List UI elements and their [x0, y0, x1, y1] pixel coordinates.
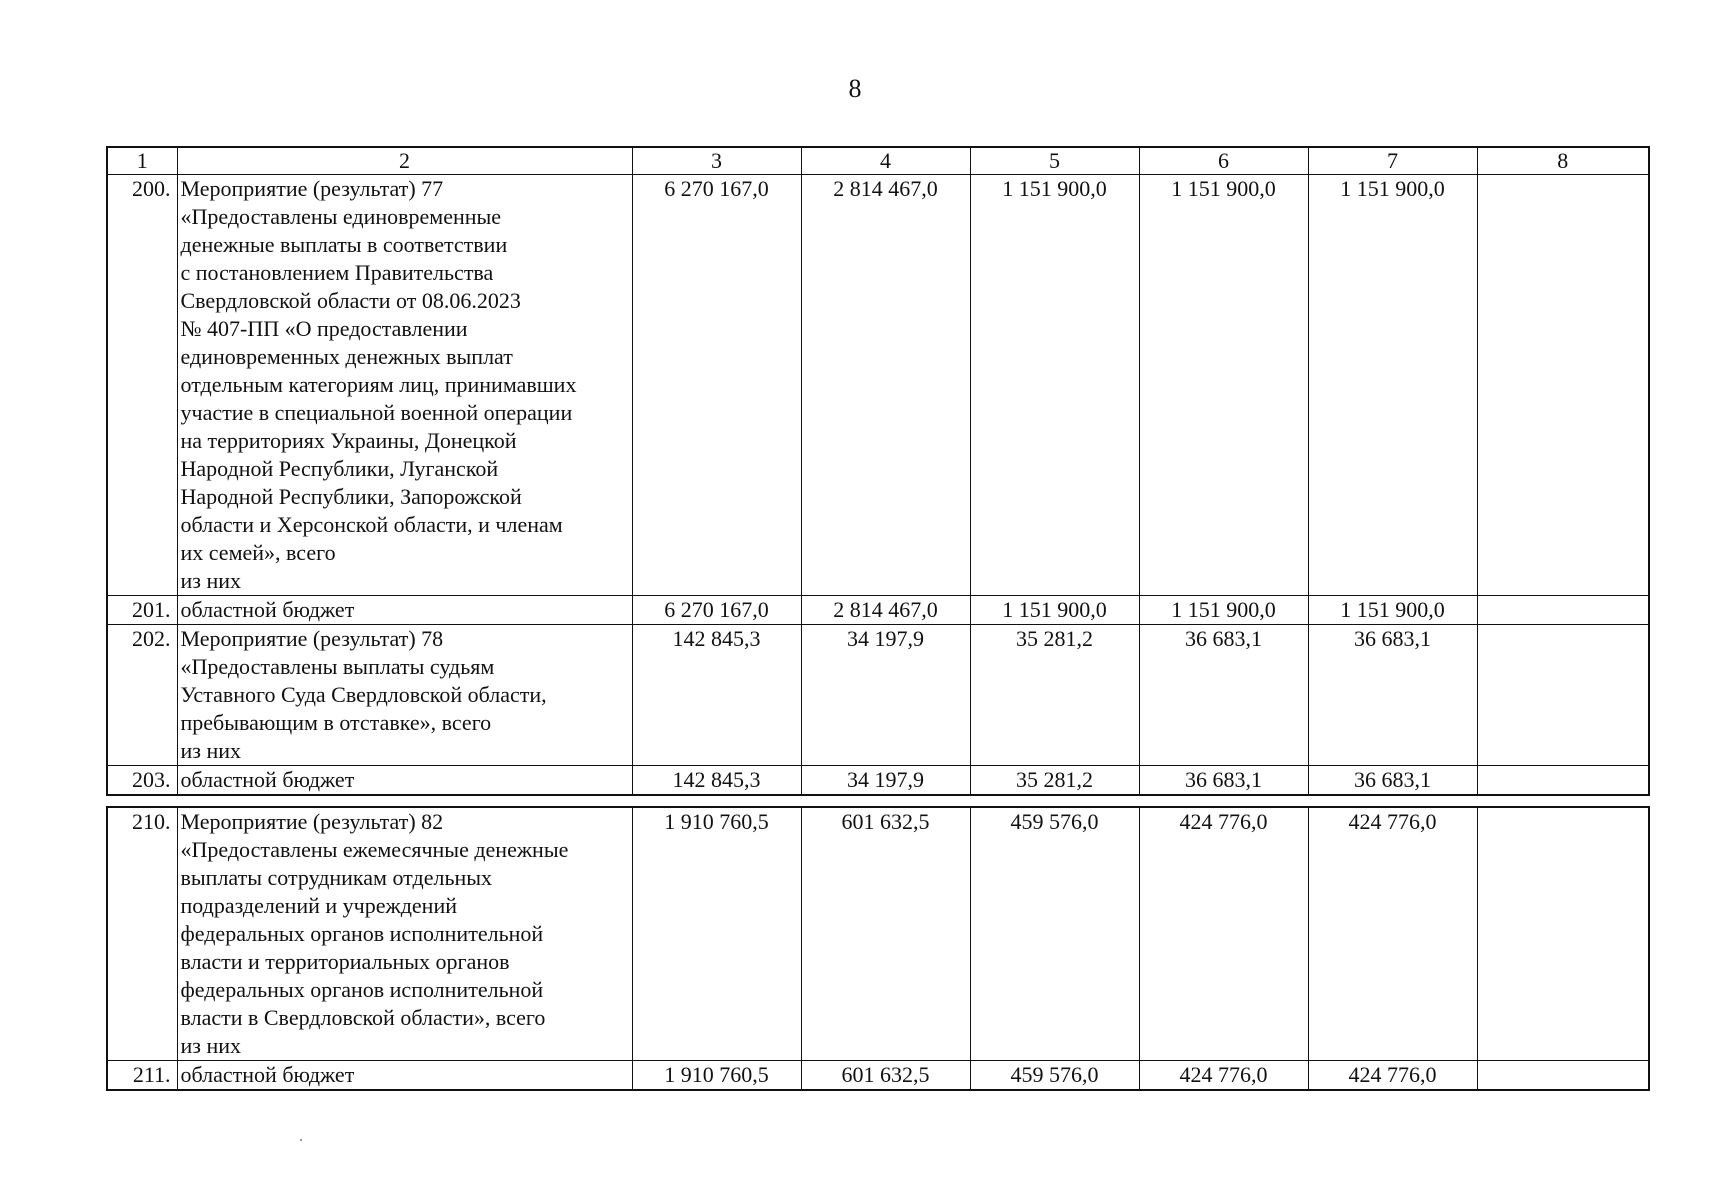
cell-value: 1 151 900,0 — [1139, 596, 1308, 625]
cell-value: 36 683,1 — [1139, 766, 1308, 796]
column-header: 7 — [1308, 147, 1477, 175]
table-row — [107, 1061, 1649, 1091]
cell-value: 459 576,0 — [970, 1061, 1139, 1091]
cell-value: 36 683,1 — [1308, 625, 1477, 766]
cell-value: 6 270 167,0 — [632, 175, 801, 596]
cell-value: 601 632,5 — [801, 1061, 970, 1091]
row-description: областной бюджет — [177, 1061, 632, 1091]
cell-value: 142 845,3 — [632, 766, 801, 796]
column-header: 3 — [632, 147, 801, 175]
table-row — [107, 625, 1649, 766]
page-number: 8 — [848, 74, 862, 103]
column-header: 5 — [970, 147, 1139, 175]
column-header: 6 — [1139, 147, 1308, 175]
cell-value: 35 281,2 — [970, 766, 1139, 796]
row-description: областной бюджет — [177, 596, 632, 625]
column-header: 8 — [1477, 147, 1649, 175]
cell-value: 36 683,1 — [1308, 766, 1477, 796]
cell-value: 34 197,9 — [801, 625, 970, 766]
cell-value: 34 197,9 — [801, 766, 970, 796]
row-number: 203. — [107, 766, 177, 796]
row-description: Мероприятие (результат) 82 «Предоставлены ежемесячные денежные выплаты сотрудникам отдельных подразделений и учреждений федеральных органов исполнительной власти и территориальных органов федеральных органов исполнительной власти в Свердловской области», всего из них — [177, 807, 632, 1061]
column-header: 1 — [107, 147, 177, 175]
cell-value: 2 814 467,0 — [801, 596, 970, 625]
row-description: Мероприятие (результат) 78 «Предоставлены выплаты судьям Уставного Суда Свердловской области, пребывающим в отставке», всего из них — [177, 625, 632, 766]
cell-value: 1 910 760,5 — [632, 1061, 801, 1091]
cell-value: 424 776,0 — [1139, 1061, 1308, 1091]
cell-value: 1 910 760,5 — [632, 807, 801, 1061]
cell-value: 424 776,0 — [1308, 1061, 1477, 1091]
row-number: 210. — [107, 807, 177, 1061]
table-row — [107, 175, 1649, 596]
column-header: 2 — [177, 147, 632, 175]
table-header-row — [107, 147, 1649, 175]
row-number: 200. — [107, 175, 177, 596]
cell-value: 1 151 900,0 — [970, 175, 1139, 596]
budget-table-lower — [106, 806, 1650, 1091]
table-row — [107, 766, 1649, 796]
cell-value: 1 151 900,0 — [970, 596, 1139, 625]
cell-value: 142 845,3 — [632, 625, 801, 766]
cell-value: 424 776,0 — [1139, 807, 1308, 1061]
row-number: 211. — [107, 1061, 177, 1091]
cell-value — [1477, 625, 1649, 766]
cell-value: 6 270 167,0 — [632, 596, 801, 625]
table-row — [107, 596, 1649, 625]
cell-value: 459 576,0 — [970, 807, 1139, 1061]
cell-value: 424 776,0 — [1308, 807, 1477, 1061]
row-number: 202. — [107, 625, 177, 766]
table-row — [107, 807, 1649, 1061]
cell-value — [1477, 596, 1649, 625]
cell-value — [1477, 1061, 1649, 1091]
cell-value — [1477, 175, 1649, 596]
row-description: Мероприятие (результат) 77 «Предоставлены единовременные денежные выплаты в соответствии с постановлением Правительства Свердловской области от 08.06.2023 № 407-ПП «О предоставлении единовременных денежных выплат отдельным категориям лиц, принимавших участие в специальной военной операции на территориях Украины, Донецкой Народной Республики, Луганской Народной Республики, Запорожской области и Херсонской области, и членам их семей», всего из них — [177, 175, 632, 596]
budget-table-upper — [106, 146, 1650, 796]
cell-value — [1477, 766, 1649, 796]
scan-artifact — [300, 1139, 302, 1141]
row-number: 201. — [107, 596, 177, 625]
row-description: областной бюджет — [177, 766, 632, 796]
cell-value: 601 632,5 — [801, 807, 970, 1061]
cell-value — [1477, 807, 1649, 1061]
cell-value: 1 151 900,0 — [1139, 175, 1308, 596]
cell-value: 2 814 467,0 — [801, 175, 970, 596]
cell-value: 1 151 900,0 — [1308, 175, 1477, 596]
cell-value: 36 683,1 — [1139, 625, 1308, 766]
column-header: 4 — [801, 147, 970, 175]
cell-value: 1 151 900,0 — [1308, 596, 1477, 625]
cell-value: 35 281,2 — [970, 625, 1139, 766]
